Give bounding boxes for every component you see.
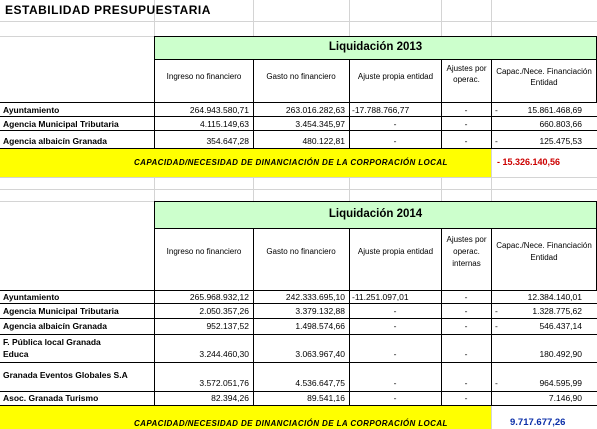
total-value-2013: - 15.326.140,56 bbox=[497, 157, 561, 167]
cell-capac: 180.492,90 bbox=[539, 349, 582, 359]
cell-capac: 12.384.140,01 bbox=[527, 292, 582, 302]
cell-gasto: 4.536.647,75 bbox=[295, 378, 345, 388]
col-header-capac: Capac./Nece. Financiación Entidad bbox=[496, 241, 592, 262]
cell-capac: 546.437,14 bbox=[539, 321, 582, 331]
col-header-gasto: Gasto no financiero bbox=[266, 247, 336, 256]
cell-ajustes-op: - bbox=[464, 321, 468, 331]
cell-ingreso: 2.050.357,26 bbox=[199, 306, 249, 316]
total-value-2014: 9.717.677,26 bbox=[510, 417, 566, 428]
cell-gasto: 89.541,16 bbox=[307, 393, 345, 403]
row-border bbox=[0, 391, 597, 392]
cell-ajuste: - bbox=[393, 378, 397, 388]
liquidation-2013-heading: Liquidación 2013 bbox=[328, 41, 423, 53]
row-label: Agencia Municipal Tributaria bbox=[3, 119, 119, 129]
total-label-2014: CAPACIDAD/NECESIDAD DE DINANCIACIÓN DE LA CORPORACIÓN LOCAL bbox=[134, 419, 448, 428]
cell-ajuste: -17.788.766,77 bbox=[352, 105, 410, 115]
cell-gasto: 1.498.574,66 bbox=[295, 321, 345, 331]
cell-capac-sign: - bbox=[495, 105, 498, 115]
gridline bbox=[0, 189, 597, 190]
cell-ingreso: 265.968.932,12 bbox=[189, 292, 249, 302]
col-header-capac: Capac./Nece. Financiación Entidad bbox=[496, 67, 592, 87]
col-header-ajuste: Ajuste propia entidad bbox=[357, 72, 434, 81]
row-border bbox=[0, 362, 597, 363]
row-border bbox=[0, 303, 597, 304]
cell-ajuste: - bbox=[393, 321, 397, 331]
row-label: Educa bbox=[3, 349, 29, 359]
cell-ajustes-op: - bbox=[464, 136, 468, 146]
cell-ingreso: 3.244.460,30 bbox=[199, 349, 249, 359]
row-label-line1: F. Pública local Granada bbox=[3, 337, 101, 347]
cell-capac-sign: - bbox=[495, 306, 498, 316]
column-divider bbox=[253, 60, 254, 149]
cell-capac: 15.861.468,69 bbox=[527, 105, 582, 115]
col-header-gasto: Gasto no financiero bbox=[266, 72, 336, 81]
cell-capac: 660.803,66 bbox=[539, 119, 582, 129]
cell-gasto: 263.016.282,63 bbox=[285, 105, 345, 115]
row-border bbox=[0, 116, 597, 117]
cell-ingreso: 952.137,52 bbox=[206, 321, 249, 331]
col-header-ajustes-op: Ajustes por operac. internas bbox=[446, 235, 487, 268]
cell-gasto: 3.379.132,88 bbox=[295, 306, 345, 316]
cell-ajustes-op: - bbox=[464, 292, 468, 302]
row-label: Agencia albaicín Granada bbox=[3, 136, 107, 146]
cell-gasto: 3.454.345,97 bbox=[295, 119, 345, 129]
cell-capac-sign: - bbox=[495, 136, 498, 146]
cell-ajuste: - bbox=[393, 119, 397, 129]
gridline bbox=[0, 21, 597, 22]
row-label: Ayuntamiento bbox=[3, 105, 60, 115]
page-title: ESTABILIDAD PRESUPUESTARIA bbox=[5, 3, 211, 17]
cell-ajuste: - bbox=[393, 393, 397, 403]
cell-ingreso: 4.115.149,63 bbox=[200, 119, 249, 129]
cell-ajuste: -11.251.097,01 bbox=[352, 292, 409, 302]
row-border bbox=[0, 318, 597, 319]
cell-gasto: 3.063.967,40 bbox=[295, 349, 345, 359]
col-header-ajustes-op: Ajustes por operac. bbox=[446, 64, 487, 84]
row-label: Granada Eventos Globales S.A bbox=[3, 370, 128, 380]
cell-ingreso: 354.647,28 bbox=[206, 136, 249, 146]
cell-ajustes-op: - bbox=[464, 306, 468, 316]
cell-ajustes-op: - bbox=[464, 378, 468, 388]
cell-gasto: 242.333.695,10 bbox=[285, 292, 345, 302]
column-divider bbox=[491, 60, 492, 149]
cell-capac: 964.595,99 bbox=[539, 378, 582, 388]
row-label: Ayuntamiento bbox=[3, 292, 60, 302]
cell-capac: 1.328.775,62 bbox=[532, 306, 582, 316]
cell-capac: 7.146,90 bbox=[548, 393, 582, 403]
liquidation-2014-heading: Liquidación 2014 bbox=[328, 208, 423, 220]
row-label: Asoc. Granada Turismo bbox=[3, 393, 99, 403]
gridline bbox=[0, 177, 597, 178]
row-label: Agencia Municipal Tributaria bbox=[3, 306, 119, 316]
cell-capac: 125.475,53 bbox=[539, 136, 582, 146]
cell-ingreso: 264.943.580,71 bbox=[189, 105, 249, 115]
col-header-ingreso: Ingreso no financiero bbox=[166, 247, 242, 256]
cell-ajuste: - bbox=[393, 306, 397, 316]
cell-ajuste: - bbox=[393, 136, 397, 146]
column-divider bbox=[154, 60, 155, 149]
total-label-2013: CAPACIDAD/NECESIDAD DE DINANCIACIÓN DE LA CORPORACIÓN LOCAL bbox=[134, 158, 448, 167]
cell-ingreso: 3.572.051,76 bbox=[199, 378, 249, 388]
cell-capac-sign: - bbox=[495, 378, 498, 388]
row-border bbox=[0, 334, 597, 335]
cell-ajustes-op: - bbox=[464, 349, 468, 359]
col-header-ingreso: Ingreso no financiero bbox=[166, 72, 242, 81]
cell-ajuste: - bbox=[393, 349, 397, 359]
cell-gasto: 480.122,81 bbox=[302, 136, 345, 146]
col-header-ajuste: Ajuste propia entidad bbox=[357, 247, 434, 256]
cell-ajustes-op: - bbox=[464, 105, 468, 115]
row-border bbox=[0, 130, 597, 131]
cell-capac-sign: - bbox=[495, 321, 498, 331]
cell-ingreso: 82.394,26 bbox=[211, 393, 249, 403]
cell-ajustes-op: - bbox=[464, 393, 468, 403]
cell-ajustes-op: - bbox=[464, 119, 468, 129]
row-label: Agencia albaicín Granada bbox=[3, 321, 107, 331]
